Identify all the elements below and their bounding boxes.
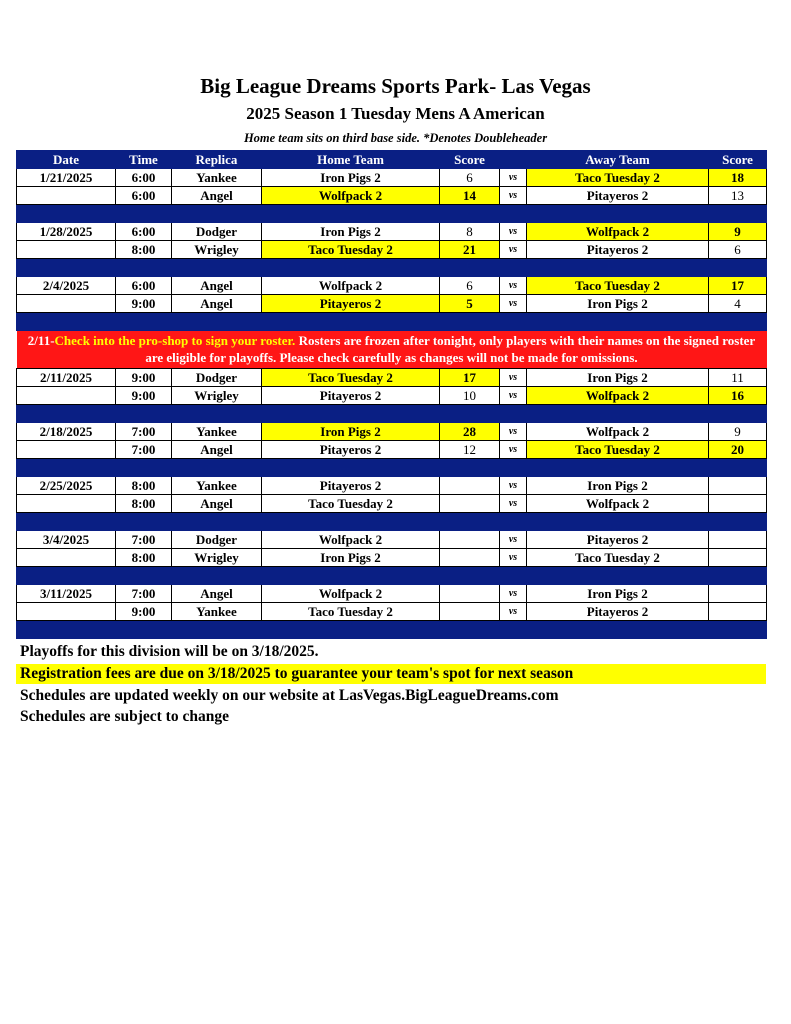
home-team: Taco Tuesday 2 (262, 241, 440, 259)
separator-cell (440, 459, 500, 477)
separator-row (17, 621, 767, 639)
separator-cell (17, 459, 116, 477)
game-row (17, 387, 767, 405)
game-replica-field: Angel (172, 585, 262, 603)
home-team: Taco Tuesday 2 (262, 369, 440, 387)
separator-cell (709, 513, 767, 531)
game-time: 9:00 (116, 295, 172, 313)
away-score (709, 585, 767, 603)
away-team: Taco Tuesday 2 (527, 277, 709, 295)
home-team: Iron Pigs 2 (262, 223, 440, 241)
away-score: 17 (709, 277, 767, 295)
away-score: 16 (709, 387, 767, 405)
game-time: 7:00 (116, 585, 172, 603)
game-row (17, 531, 767, 549)
separator-cell (440, 205, 500, 223)
home-score: 5 (440, 295, 500, 313)
col-header-vs (500, 151, 527, 169)
separator-cell (172, 459, 262, 477)
game-time: 7:00 (116, 441, 172, 459)
separator-cell (500, 405, 527, 423)
game-replica-field: Yankee (172, 423, 262, 441)
away-team: Iron Pigs 2 (527, 295, 709, 313)
away-team: Wolfpack 2 (527, 423, 709, 441)
separator-cell (527, 513, 709, 531)
roster-notice-row (17, 331, 767, 369)
page-title: Big League Dreams Sports Park- Las Vegas (200, 74, 591, 98)
home-score (440, 495, 500, 513)
home-score: 21 (440, 241, 500, 259)
separator-cell (116, 621, 172, 639)
game-row (17, 549, 767, 567)
separator-cell (440, 567, 500, 585)
away-score (709, 477, 767, 495)
separator-cell (440, 621, 500, 639)
home-score (440, 531, 500, 549)
vs-label: vs (500, 169, 527, 187)
away-score (709, 495, 767, 513)
separator-cell (527, 205, 709, 223)
separator-cell (709, 205, 767, 223)
away-team: Iron Pigs 2 (527, 369, 709, 387)
game-time: 8:00 (116, 549, 172, 567)
separator-cell (172, 621, 262, 639)
game-replica-field: Yankee (172, 603, 262, 621)
home-score: 8 (440, 223, 500, 241)
col-header-date: Date (17, 151, 116, 169)
away-team: Taco Tuesday 2 (527, 169, 709, 187)
home-score (440, 549, 500, 567)
separator-row (17, 313, 767, 331)
game-date (17, 295, 116, 313)
game-time: 8:00 (116, 495, 172, 513)
game-date: 3/11/2025 (17, 585, 116, 603)
game-time: 9:00 (116, 387, 172, 405)
game-row (17, 495, 767, 513)
separator-cell (709, 259, 767, 277)
separator-cell (17, 259, 116, 277)
game-time: 6:00 (116, 187, 172, 205)
separator-cell (116, 405, 172, 423)
separator-cell (709, 621, 767, 639)
vs-label: vs (500, 585, 527, 603)
separator-cell (116, 459, 172, 477)
home-team: Pitayeros 2 (262, 441, 440, 459)
separator-cell (500, 459, 527, 477)
separator-cell (116, 313, 172, 331)
home-score: 6 (440, 169, 500, 187)
home-score: 28 (440, 423, 500, 441)
game-row (17, 169, 767, 187)
game-time: 9:00 (116, 369, 172, 387)
separator-cell (440, 259, 500, 277)
home-team: Iron Pigs 2 (262, 549, 440, 567)
game-replica-field: Dodger (172, 531, 262, 549)
home-team: Iron Pigs 2 (262, 423, 440, 441)
game-replica-field: Angel (172, 187, 262, 205)
col-header-away-score: Score (709, 151, 767, 169)
separator-cell (527, 259, 709, 277)
away-score (709, 603, 767, 621)
separator-cell (172, 513, 262, 531)
separator-cell (172, 567, 262, 585)
vs-label: vs (500, 295, 527, 313)
away-score: 20 (709, 441, 767, 459)
home-team: Pitayeros 2 (262, 295, 440, 313)
col-header-home-score: Score (440, 151, 500, 169)
home-score (440, 585, 500, 603)
game-date: 2/4/2025 (17, 277, 116, 295)
home-team: Wolfpack 2 (262, 531, 440, 549)
vs-label: vs (500, 241, 527, 259)
game-date (17, 603, 116, 621)
away-score: 4 (709, 295, 767, 313)
col-header-away-team: Away Team (527, 151, 709, 169)
separator-cell (262, 259, 440, 277)
roster-notice (17, 331, 767, 369)
game-time: 8:00 (116, 477, 172, 495)
game-replica-field: Angel (172, 277, 262, 295)
separator-cell (172, 205, 262, 223)
away-team: Iron Pigs 2 (527, 477, 709, 495)
away-team: Pitayeros 2 (527, 241, 709, 259)
home-team: Taco Tuesday 2 (262, 495, 440, 513)
notice-body: Rosters are frozen after tonight, only players with their names on the signed roster are eligible for playoffs. Please check carefully as changes will not be made for omissions. (145, 333, 756, 365)
game-replica-field: Yankee (172, 477, 262, 495)
separator-cell (500, 259, 527, 277)
game-replica-field: Angel (172, 295, 262, 313)
notice-highlight: Check into the pro-shop to sign your roster. (54, 333, 296, 348)
separator-cell (262, 567, 440, 585)
header-row (17, 151, 767, 169)
vs-label: vs (500, 441, 527, 459)
separator-cell (527, 313, 709, 331)
game-row (17, 441, 767, 459)
vs-label: vs (500, 477, 527, 495)
home-team: Wolfpack 2 (262, 585, 440, 603)
vs-label: vs (500, 223, 527, 241)
game-row (17, 603, 767, 621)
home-score (440, 477, 500, 495)
separator-cell (172, 259, 262, 277)
game-date: 3/4/2025 (17, 531, 116, 549)
separator-cell (172, 405, 262, 423)
game-replica-field: Wrigley (172, 549, 262, 567)
vs-label: vs (500, 549, 527, 567)
away-team: Pitayeros 2 (527, 187, 709, 205)
separator-cell (116, 513, 172, 531)
separator-cell (709, 313, 767, 331)
separator-cell (17, 513, 116, 531)
separator-cell (17, 313, 116, 331)
vs-label: vs (500, 603, 527, 621)
separator-row (17, 205, 767, 223)
game-row (17, 277, 767, 295)
separator-row (17, 259, 767, 277)
game-row (17, 241, 767, 259)
page-note: Home team sits on third base side. *Denotes Doubleheader (243, 131, 548, 145)
registration-text: Registration fees are due on 3/18/2025 to guarantee your team's spot for next season (20, 665, 574, 682)
home-team: Pitayeros 2 (262, 387, 440, 405)
separator-cell (262, 513, 440, 531)
game-row (17, 477, 767, 495)
game-date: 2/25/2025 (17, 477, 116, 495)
game-time: 7:00 (116, 423, 172, 441)
game-date: 2/11/2025 (17, 369, 116, 387)
vs-label: vs (500, 369, 527, 387)
game-replica-field: Angel (172, 441, 262, 459)
home-score: 6 (440, 277, 500, 295)
game-date: 2/18/2025 (17, 423, 116, 441)
away-team: Wolfpack 2 (527, 387, 709, 405)
col-header-time: Time (116, 151, 172, 169)
separator-cell (709, 405, 767, 423)
vs-label: vs (500, 387, 527, 405)
separator-cell (440, 513, 500, 531)
separator-cell (709, 459, 767, 477)
home-team: Iron Pigs 2 (262, 169, 440, 187)
away-score (709, 549, 767, 567)
game-replica-field: Dodger (172, 223, 262, 241)
away-team: Taco Tuesday 2 (527, 549, 709, 567)
away-score: 13 (709, 187, 767, 205)
game-row (17, 423, 767, 441)
game-replica-field: Yankee (172, 169, 262, 187)
home-score: 12 (440, 441, 500, 459)
game-date (17, 441, 116, 459)
separator-cell (262, 621, 440, 639)
game-row (17, 295, 767, 313)
away-score: 9 (709, 223, 767, 241)
separator-cell (262, 459, 440, 477)
game-date (17, 241, 116, 259)
game-replica-field: Angel (172, 495, 262, 513)
separator-row (17, 567, 767, 585)
separator-cell (262, 405, 440, 423)
home-team: Pitayeros 2 (262, 477, 440, 495)
game-row (17, 223, 767, 241)
game-time: 6:00 (116, 169, 172, 187)
separator-cell (500, 513, 527, 531)
separator-row (17, 405, 767, 423)
game-date (17, 495, 116, 513)
separator-cell (500, 621, 527, 639)
separator-cell (440, 405, 500, 423)
game-time: 6:00 (116, 277, 172, 295)
away-team: Pitayeros 2 (527, 531, 709, 549)
separator-cell (500, 205, 527, 223)
game-row (17, 585, 767, 603)
game-replica-field: Wrigley (172, 241, 262, 259)
home-team: Wolfpack 2 (262, 277, 440, 295)
change-text: Schedules are subject to change (20, 708, 229, 725)
away-team: Taco Tuesday 2 (527, 441, 709, 459)
separator-row (17, 513, 767, 531)
home-score (440, 603, 500, 621)
vs-label: vs (500, 531, 527, 549)
game-replica-field: Dodger (172, 369, 262, 387)
game-time: 8:00 (116, 241, 172, 259)
away-team: Wolfpack 2 (527, 495, 709, 513)
game-row (17, 369, 767, 387)
separator-cell (17, 205, 116, 223)
separator-cell (500, 313, 527, 331)
home-score: 14 (440, 187, 500, 205)
separator-cell (527, 459, 709, 477)
website-text: Schedules are updated weekly on our website at LasVegas.BigLeagueDreams.com (20, 687, 559, 704)
game-date (17, 387, 116, 405)
away-team: Pitayeros 2 (527, 603, 709, 621)
separator-cell (527, 405, 709, 423)
separator-cell (17, 621, 116, 639)
vs-label: vs (500, 277, 527, 295)
home-score: 17 (440, 369, 500, 387)
vs-label: vs (500, 423, 527, 441)
game-date: 1/28/2025 (17, 223, 116, 241)
vs-label: vs (500, 495, 527, 513)
vs-label: vs (500, 187, 527, 205)
separator-cell (116, 205, 172, 223)
separator-cell (172, 313, 262, 331)
separator-cell (116, 567, 172, 585)
separator-cell (527, 621, 709, 639)
game-date (17, 187, 116, 205)
page-subtitle: 2025 Season 1 Tuesday Mens A American (246, 104, 545, 123)
away-score: 18 (709, 169, 767, 187)
game-date: 1/21/2025 (17, 169, 116, 187)
schedule-table (16, 150, 767, 639)
game-row (17, 187, 767, 205)
separator-row (17, 459, 767, 477)
separator-cell (527, 567, 709, 585)
away-team: Iron Pigs 2 (527, 585, 709, 603)
away-team: Wolfpack 2 (527, 223, 709, 241)
col-header-replica: Replica (172, 151, 262, 169)
away-score: 9 (709, 423, 767, 441)
game-date (17, 549, 116, 567)
game-time: 7:00 (116, 531, 172, 549)
playoffs-text: Playoffs for this division will be on 3/18/2025. (20, 643, 319, 660)
away-score: 11 (709, 369, 767, 387)
separator-cell (440, 313, 500, 331)
separator-cell (262, 313, 440, 331)
separator-cell (709, 567, 767, 585)
col-header-home-team: Home Team (262, 151, 440, 169)
game-time: 6:00 (116, 223, 172, 241)
separator-cell (17, 567, 116, 585)
separator-cell (262, 205, 440, 223)
game-time: 9:00 (116, 603, 172, 621)
away-score (709, 531, 767, 549)
notice-date: 2/11- (27, 333, 55, 348)
separator-cell (17, 405, 116, 423)
away-score: 6 (709, 241, 767, 259)
home-team: Wolfpack 2 (262, 187, 440, 205)
home-score: 10 (440, 387, 500, 405)
separator-cell (500, 567, 527, 585)
separator-cell (116, 259, 172, 277)
game-replica-field: Wrigley (172, 387, 262, 405)
home-team: Taco Tuesday 2 (262, 603, 440, 621)
